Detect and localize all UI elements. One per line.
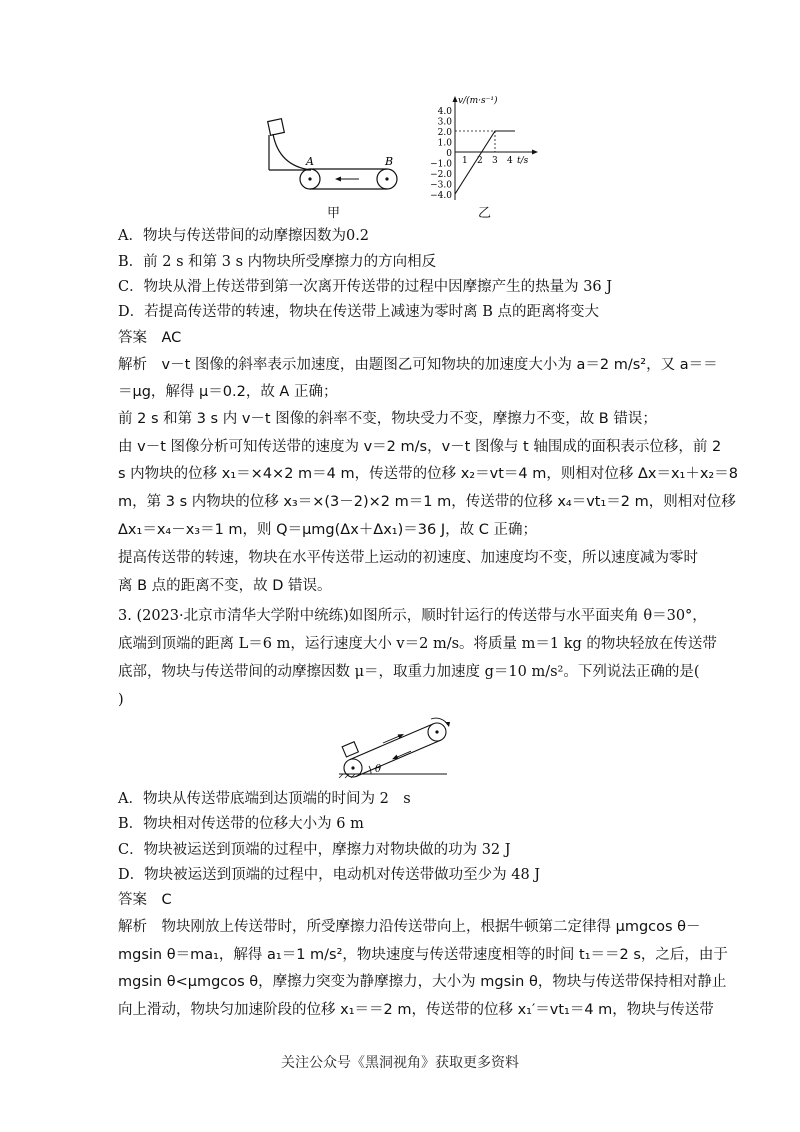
figure-conveyor-incline bbox=[335, 710, 465, 782]
q3-stem-line: ) bbox=[118, 692, 124, 708]
figure-caption-right: 乙 bbox=[478, 206, 492, 221]
theta-label: θ bbox=[375, 764, 382, 775]
q2-analysis-line: m，第 3 s 内物块的位移 x₃＝×(3－2)×2 m＝1 m，传送带的位移 x₄＝vt₁＝2 m，则相对位移 bbox=[118, 494, 736, 510]
q2-analysis-line: 离 B 点的距离不变，故 D 错误。 bbox=[118, 578, 332, 594]
q3-analysis-line: mgsin θ<μmgcos θ，摩擦力突变为静摩擦力，大小为 mgsin θ，物块与传送带保持相对静止 bbox=[118, 974, 727, 990]
ytick: 4.0 bbox=[437, 107, 452, 117]
q3-answer: 答案 C bbox=[118, 892, 172, 908]
q2-analysis-line: 提高传送带的转速，物块在水平传送带上运动的初速度、加速度均不变，所以速度减为零时 bbox=[118, 550, 698, 566]
page-footer: 关注公众号《黑洞视角》获取更多资料 bbox=[281, 1055, 519, 1071]
label-a: A bbox=[306, 155, 314, 168]
q3-stem-line: 底部，物块与传送带间的动摩擦因数 μ＝，取重力加速度 g＝10 m/s²。下列说法正确的是( bbox=[118, 664, 700, 680]
q2-analysis-line: 由 v－t 图像分析可知传送带的速度为 v＝2 m/s，v－t 图像与 t 轴围成的面积表示位移，前 2 bbox=[118, 439, 722, 455]
xtick: 4 bbox=[507, 156, 513, 166]
ytick: 3.0 bbox=[437, 117, 452, 128]
ytick: 1.0 bbox=[437, 138, 452, 149]
q3-option-c: C．物块被运送到顶端的过程中，摩擦力对物块做的功为 32 J bbox=[118, 842, 511, 858]
y-axis-label: v/(m·s⁻¹) bbox=[458, 96, 498, 106]
q3-analysis-line: mgsin θ＝ma₁，解得 a₁＝1 m/s²，物块速度与传送带速度相等的时间 t₁＝＝2 s，之后，由于 bbox=[118, 947, 728, 963]
q2-option-b: B．前 2 s 和第 3 s 内物块所受摩擦力的方向相反 bbox=[118, 254, 437, 270]
q3-stem-line: 3. (2023·北京市清华大学附中统练)如图所示，顺时针运行的传送带与水平面夹角 θ＝30°， bbox=[118, 608, 707, 624]
q3-option-b: B．物块相对传送带的位移大小为 6 m bbox=[118, 816, 364, 832]
figure-vt-graph bbox=[420, 92, 550, 204]
q3-analysis-line: 向上滑动，物块匀加速阶段的位移 x₁＝＝2 m，传送带的位移 x₁′＝vt₁＝4 m，物块与传送带 bbox=[118, 1002, 714, 1018]
q2-analysis-line: s 内物块的位移 x₁＝×4×2 m＝4 m，传送带的位移 x₂＝vt＝4 m，则相对位移 Δx＝x₁＋x₂＝8 bbox=[118, 466, 738, 482]
figure-caption-left: 甲 bbox=[327, 206, 341, 221]
label-b: B bbox=[385, 155, 394, 168]
q2-answer: 答案 AC bbox=[118, 330, 182, 346]
q2-analysis-line: 前 2 s 和第 3 s 内 v－t 图像的斜率不变，物块受力不变，摩擦力不变，故 B 错误； bbox=[118, 411, 657, 427]
ytick: −2.0 bbox=[430, 170, 452, 180]
ytick: −1.0 bbox=[430, 159, 452, 170]
xtick: 1 bbox=[462, 156, 468, 166]
ytick: 2.0 bbox=[437, 128, 452, 138]
q3-option-d: D．物块被运送到顶端的过程中，电动机对传送带做功至少为 48 J bbox=[118, 867, 541, 883]
q3-option-a: A．物块从传送带底端到达顶端的时间为 2 s bbox=[118, 791, 411, 807]
q2-analysis-line: 解析 v－t 图像的斜率表示加速度，由题图乙可知物块的加速度大小为 a＝2 m/s²，又 a＝＝ bbox=[118, 357, 718, 373]
xtick: 2 bbox=[477, 156, 483, 166]
q2-option-a: A．物块与传送带间的动摩擦因数为0.2 bbox=[118, 228, 370, 244]
ytick: −3.0 bbox=[430, 180, 452, 191]
q2-analysis-line: Δx₁＝x₄－x₃＝1 m，则 Q＝μmg(Δx＋Δx₁)＝36 J，故 C 正确； bbox=[118, 522, 537, 538]
q2-option-d: D．若提高传送带的转速，物块在传送带上减速为零时离 B 点的距离将变大 bbox=[118, 304, 599, 320]
q2-option-c: C．物块从滑上传送带到第一次离开传送带的过程中因摩擦产生的热量为 36 J bbox=[118, 279, 613, 295]
q2-analysis-line: ＝μg，解得 μ＝0.2，故 A 正确； bbox=[118, 384, 338, 400]
xtick: 3 bbox=[492, 156, 498, 166]
ytick: 0 bbox=[446, 149, 452, 159]
x-axis-label: t/s bbox=[517, 156, 529, 166]
ytick: −4.0 bbox=[430, 191, 452, 201]
q3-analysis-line: 解析 物块刚放上传送带时，所受摩擦力沿传送带向上，根据牛顿第二定律得 μmgcos θ－ bbox=[118, 919, 701, 935]
q3-stem-line: 底端到顶端的距离 L＝6 m，运行速度大小 v＝2 m/s。将质量 m＝1 kg 的物块轻放在传送带 bbox=[118, 636, 717, 652]
